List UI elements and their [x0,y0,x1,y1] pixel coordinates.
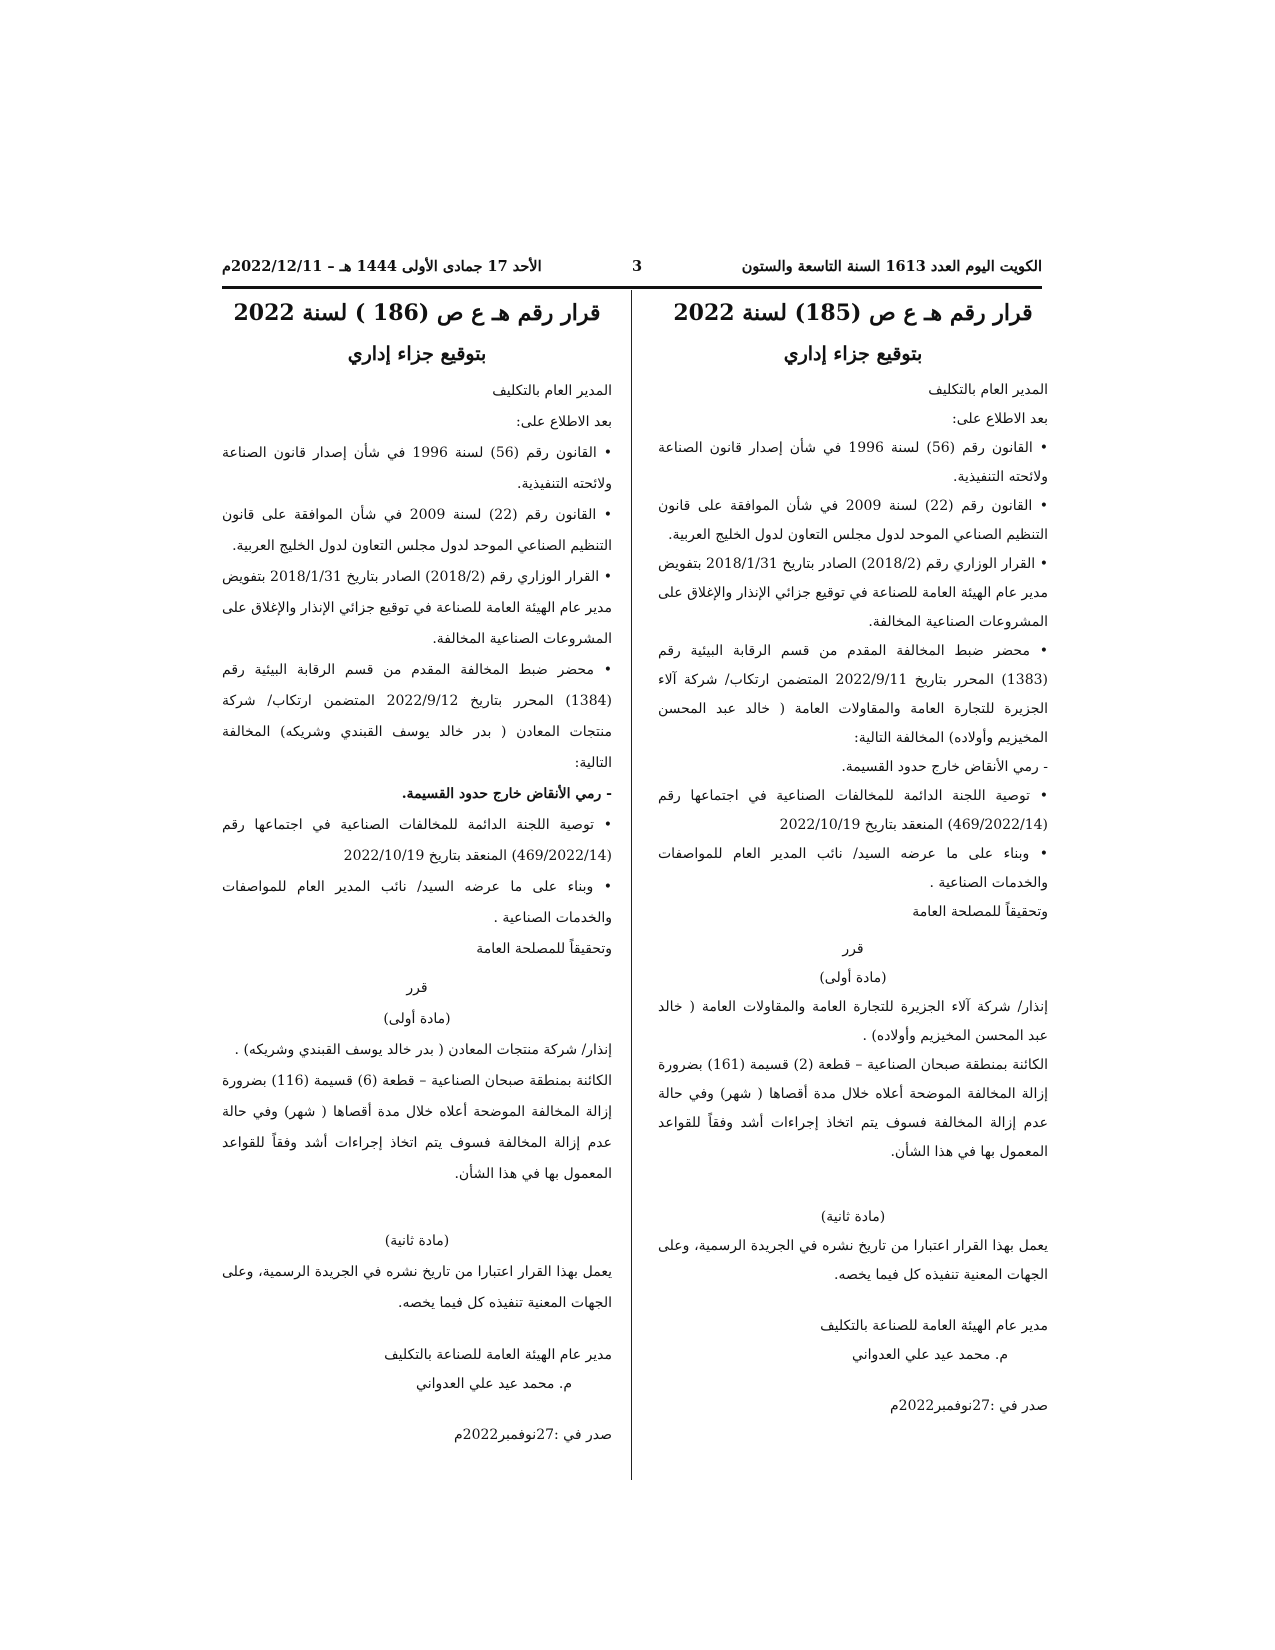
decision-subtitle: بتوقيع جزاء إداري [783,343,923,365]
article-1-heading: (مادة أولى) [819,970,887,986]
recital-violation-report: • محضر ضبط المخالفة المقدم من قسم الرقابة البيئية رقم (1384) المحرر بتاريخ 2022/9/12 المتضمن ارتكاب/ شركة منتجات المعادن ( بدر خالد يوسف القبندي وشريكه) المخالفة التالية: [222,662,612,771]
preamble-line: بعد الاطلاع على: [952,411,1048,427]
recital-ministerial-decision: • القرار الوزاري رقم (2018/2) الصادر بتاريخ 2018/1/31 بتفويض مدير عام الهيئة العامة للصناعة في توقيع جزائي الإنذار والإغلاق على المشروعات الصناعية المخالفة. [222,569,612,647]
article-1-location: الكائنة بمنطقة صبحان الصناعية – قطعة (2) قسيمة (161) بضرورة إزالة المخالفة الموضحة أعلاه خلال مدة أقصاها ( شهر) وفي حالة عدم إزالة المخالفة فسوف يتم اتخاذ إجراءات أشد وفقاً للقواعد المعمول بها في هذا الشأن. [658,1057,1049,1160]
page-header [222,258,1042,282]
public-interest-line: وتحقيقاً للمصلحة العامة [476,941,612,957]
preamble-line: بعد الاطلاع على: [516,414,612,430]
decided-heading: قرر [842,941,864,957]
decision-title: قرار رقم هـ ع ص (186 ) لسنة 2022 [233,300,601,326]
decision-title: قرار رقم هـ ع ص (185) لسنة 2022 [673,300,1033,326]
article-2-heading: (مادة ثانية) [820,1209,886,1225]
decided-heading: قرر [406,980,428,996]
recital-committee-recommendation: • توصية اللجنة الدائمة للمخالفات الصناعية في اجتماعها رقم (469/2022/14) المنعقد بتاريخ 2022/10/19 [222,817,612,864]
signature-title: مدير عام الهيئة العامة للصناعة بالتكليف [384,1347,612,1363]
article-2-text: يعمل بهذا القرار اعتبارا من تاريخ نشره في الجريدة الرسمية، وعلى الجهات المعنية تنفيذه كل فيما يخصه. [222,1264,612,1311]
violation-item: - رمي الأنقاض خارج حدود القسيمة. [401,786,612,802]
header-date: الأحد 17 جمادى الأولى 1444 هـ – 2022/12/11م [222,258,542,275]
signature-name: م. محمد عيد علي العدواني [416,1376,572,1392]
signature-title: مدير عام الهيئة العامة للصناعة بالتكليف [820,1318,1048,1334]
article-1-heading: (مادة أولى) [383,1011,451,1027]
recital-deputy-proposal: • وبناء على ما عرضه السيد/ نائب المدير العام للمواصفات والخدمات الصناعية . [658,846,1048,891]
issuer-line: المدير العام بالتكليف [928,382,1048,398]
header-issue-info: الكويت اليوم العدد 1613 السنة التاسعة والستون [741,258,1042,275]
article-2-heading: (مادة ثانية) [384,1233,450,1249]
violation-item: - رمي الأنقاض خارج حدود القسيمة. [841,759,1048,775]
decision-subtitle: بتوقيع جزاء إداري [347,343,487,365]
recital-committee-recommendation: • توصية اللجنة الدائمة للمخالفات الصناعية في اجتماعها رقم (469/2022/14) المنعقد بتاريخ 2022/10/19 [658,788,1048,833]
decision-185-column [658,296,1048,1421]
recital-deputy-proposal: • وبناء على ما عرضه السيد/ نائب المدير العام للمواصفات والخدمات الصناعية . [222,879,612,926]
recital-ministerial-decision: • القرار الوزاري رقم (2018/2) الصادر بتاريخ 2018/1/31 بتفويض مدير عام الهيئة العامة للصناعة في توقيع جزائي الإنذار والإغلاق على المشروعات الصناعية المخالفة. [658,556,1048,630]
issue-date: صدر في :27نوفمبر2022م [454,1427,612,1443]
recital-violation-report: • محضر ضبط المخالفة المقدم من قسم الرقابة البيئية رقم (1383) المحرر بتاريخ 2022/9/11 المتضمن ارتكاب/ شركة آلاء الجزيرة للتجارة العامة والمقاولات العامة ( خالد عبد المحسن المخيزيم وأولاده) المخالفة التالية: [658,643,1048,746]
recital-law-22: • القانون رقم (22) لسنة 2009 في شأن الموافقة على قانون التنظيم الصناعي الموحد لدول مجلس التعاون لدول الخليج العربية. [222,507,612,554]
issuer-line: المدير العام بالتكليف [492,383,612,399]
decision-186-column [222,296,612,1450]
issue-date: صدر في :27نوفمبر2022م [890,1398,1048,1414]
recital-law-56: • القانون رقم (56) لسنة 1996 في شأن إصدار قانون الصناعة ولائحته التنفيذية. [658,440,1048,485]
recital-law-56: • القانون رقم (56) لسنة 1996 في شأن إصدار قانون الصناعة ولائحته التنفيذية. [222,445,612,492]
article-1-location: الكائنة بمنطقة صبحان الصناعية – قطعة (6) قسيمة (116) بضرورة إزالة المخالفة الموضحة أعلاه خلال مدة أقصاها ( شهر) وفي حالة عدم إزالة المخالفة فسوف يتم اتخاذ إجراءات أشد وفقاً للقواعد المعمول بها في هذا الشأن. [222,1073,613,1182]
article-1-warning: إنذار/ شركة منتجات المعادن ( بدر خالد يوسف القبندي وشريكه) . [234,1042,612,1058]
column-divider [631,290,632,1480]
article-2-text: يعمل بهذا القرار اعتبارا من تاريخ نشره في الجريدة الرسمية، وعلى الجهات المعنية تنفيذه كل فيما يخصه. [658,1238,1048,1283]
article-1-warning: إنذار/ شركة آلاء الجزيرة للتجارة العامة والمقاولات العامة ( خالد عبد المحسن المخيزيم وأولاده) . [658,999,1048,1044]
signature-name: م. محمد عيد علي العدواني [852,1347,1008,1363]
header-page-number: 3 [632,258,643,275]
recital-law-22: • القانون رقم (22) لسنة 2009 في شأن الموافقة على قانون التنظيم الصناعي الموحد لدول مجلس التعاون لدول الخليج العربية. [658,498,1048,543]
public-interest-line: وتحقيقاً للمصلحة العامة [912,904,1048,920]
header-rule [222,286,1042,289]
